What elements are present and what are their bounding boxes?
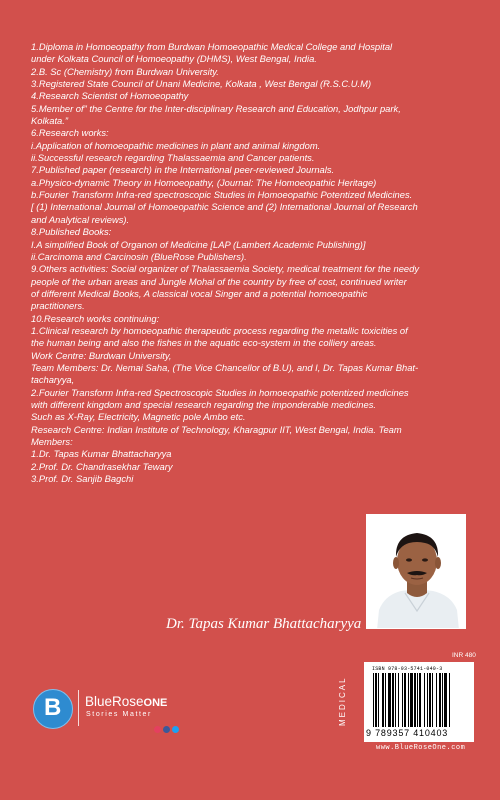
bio-line: and Analytical reviews).	[31, 213, 130, 225]
barcode-bar	[402, 673, 403, 727]
barcode-bar	[432, 673, 433, 727]
barcode-bar	[449, 673, 450, 727]
barcode-bar	[408, 673, 409, 727]
barcode-bar	[436, 673, 437, 727]
bio-line: Such as X-Ray, Electricity, Magnetic pole Ambo etc.	[31, 411, 246, 423]
bio-line: Research Centre: Indian Institute of Technology, Kharagpur IIT, West Bengal, India. Team	[31, 423, 402, 435]
bio-line: 3.Prof. Dr. Sanjib Bagchi	[31, 473, 134, 485]
bio-line: 1.Dr. Tapas Kumar Bhattacharyya	[31, 448, 172, 460]
bio-line: 1.Clinical research by homoeopathic therapeutic process regarding the metallic toxicities of	[31, 324, 408, 336]
barcode-bar	[414, 673, 416, 727]
bio-line: 5.Member of” the Centre for the Inter-disciplinary Research and Education, Jodhpur park,	[31, 102, 401, 114]
barcode-bar	[382, 673, 384, 727]
isbn-text: ISBN 978-93-5741-040-3	[372, 666, 443, 672]
barcode-bars	[373, 673, 471, 727]
bio-line: b.Fourier Transform Infra-red spectroscopic Studies in Homoeopathic Potentized Medicines.	[31, 189, 413, 201]
category-label: MEDICAL	[338, 676, 347, 726]
bio-line: 3.Registered State Council of Unani Medicine, Kolkata , West Bengal (R.S.C.U.M)	[31, 78, 372, 90]
bio-line: 8.Published Books:	[31, 226, 112, 238]
publisher-website: www.BlueRoseOne.com	[376, 744, 466, 752]
barcode-bar	[427, 673, 428, 727]
barcode-bar	[429, 673, 431, 727]
author-bio	[31, 41, 475, 485]
publisher-logo	[33, 689, 183, 739]
barcode-bar	[373, 673, 374, 727]
bio-line: 6.Research works:	[31, 127, 109, 139]
bio-line: ii.Carcinoma and Carcinosin (BlueRose Publishers).	[31, 250, 247, 262]
bio-line: 2.B. Sc (Chemistry) from Burdwan University.	[31, 65, 219, 77]
bio-line: tacharyya,	[31, 374, 75, 386]
author-name: Dr. Tapas Kumar Bhattacharyya	[166, 616, 362, 632]
bio-line: people of the urban areas and Jungle Mohal of the country by free of cost, continued writer	[31, 275, 407, 287]
barcode-bar	[378, 673, 379, 727]
logo-divider	[78, 690, 79, 726]
bio-line: Kolkata.”	[31, 115, 68, 127]
bio-line: 9.Others activities: Social organizer of Thalassaemia Society, medical treatment for the needy	[31, 263, 420, 275]
bio-line: 2.Fourier Transform Infra-red Spectroscopic Studies in homoeopathic potentized medicines	[31, 386, 409, 398]
barcode-bar	[424, 673, 425, 727]
barcode-bar	[417, 673, 418, 727]
bio-line: [ (1) International Journal of Homoeopathic Science and (2) International Journal of Research	[31, 201, 418, 213]
bio-line: a.Physico-dynamic Theory in Homoeopathy, (Journal: The Homoeopathic Heritage)	[31, 176, 377, 188]
bio-line: Team Members: Dr. Nemai Saha, (The Vice Chancellor of B.U), and I, Dr. Tapas Kumar Bhat-	[31, 361, 419, 373]
bio-line: 4.Research Scientist of Homoeopathy	[31, 90, 189, 102]
barcode-bar	[419, 673, 421, 727]
barcode-bar	[375, 673, 377, 727]
barcode-bar	[404, 673, 406, 727]
bio-line: ii.Successful research regarding Thalassaemia and Cancer patients.	[31, 152, 315, 164]
barcode-bar	[444, 673, 447, 727]
barcode-bar	[385, 673, 386, 727]
publisher-logo-icon: B	[33, 689, 73, 729]
author-portrait-image	[367, 515, 466, 629]
barcode-number: 9 789357 410403	[366, 728, 449, 738]
bio-line: under Kolkata Council of Homoeopathy (DHMS), West Bengal, India.	[31, 53, 317, 65]
twitter-icon	[172, 726, 179, 733]
publisher-brand: BlueRoseONE	[85, 694, 168, 709]
barcode-bar	[442, 673, 443, 727]
bio-line: 7.Published paper (research) in the International peer-reviewed Journals.	[31, 164, 335, 176]
instagram-icon	[154, 726, 161, 733]
bio-line: 2.Prof. Dr. Chandrasekhar Tewary	[31, 460, 173, 472]
barcode-bar	[388, 673, 391, 727]
bio-line: Members:	[31, 436, 73, 447]
barcode-bar	[395, 673, 396, 727]
bio-line: practitioners.	[31, 300, 85, 312]
bio-line: Work Centre: Burdwan University,	[31, 349, 172, 361]
social-icons	[154, 720, 181, 728]
publisher-tagline: Stories Matter	[86, 711, 152, 718]
facebook-icon	[163, 726, 170, 733]
barcode-box	[364, 662, 474, 742]
barcode-bar	[392, 673, 394, 727]
bio-line: 1.Diploma in Homoeopathy from Burdwan Homoeopathic Medical College and Hospital	[31, 41, 393, 52]
author-photo	[366, 514, 466, 629]
barcode-bar	[410, 673, 413, 727]
price-label: INR 480	[452, 652, 476, 659]
bio-line: with different kingdom and special research regarding the imponderable medicines.	[31, 398, 376, 410]
bio-line: of different Medical Books, A classical vocal Singer and a potential homoeopathic	[31, 287, 368, 299]
bio-line: the human being and also the fishes in the aquatic eco-system in the colliery areas.	[31, 337, 377, 349]
bio-line: I.A simplified Book of Organon of Medicine [LAP (Lambert Academic Publishing)]	[31, 238, 366, 250]
barcode-bar	[439, 673, 441, 727]
bio-line: 10.Research works continuing:	[31, 312, 160, 324]
barcode-bar	[398, 673, 399, 727]
bio-line: i.Application of homoeopathic medicines in plant and animal kingdom.	[31, 139, 321, 151]
